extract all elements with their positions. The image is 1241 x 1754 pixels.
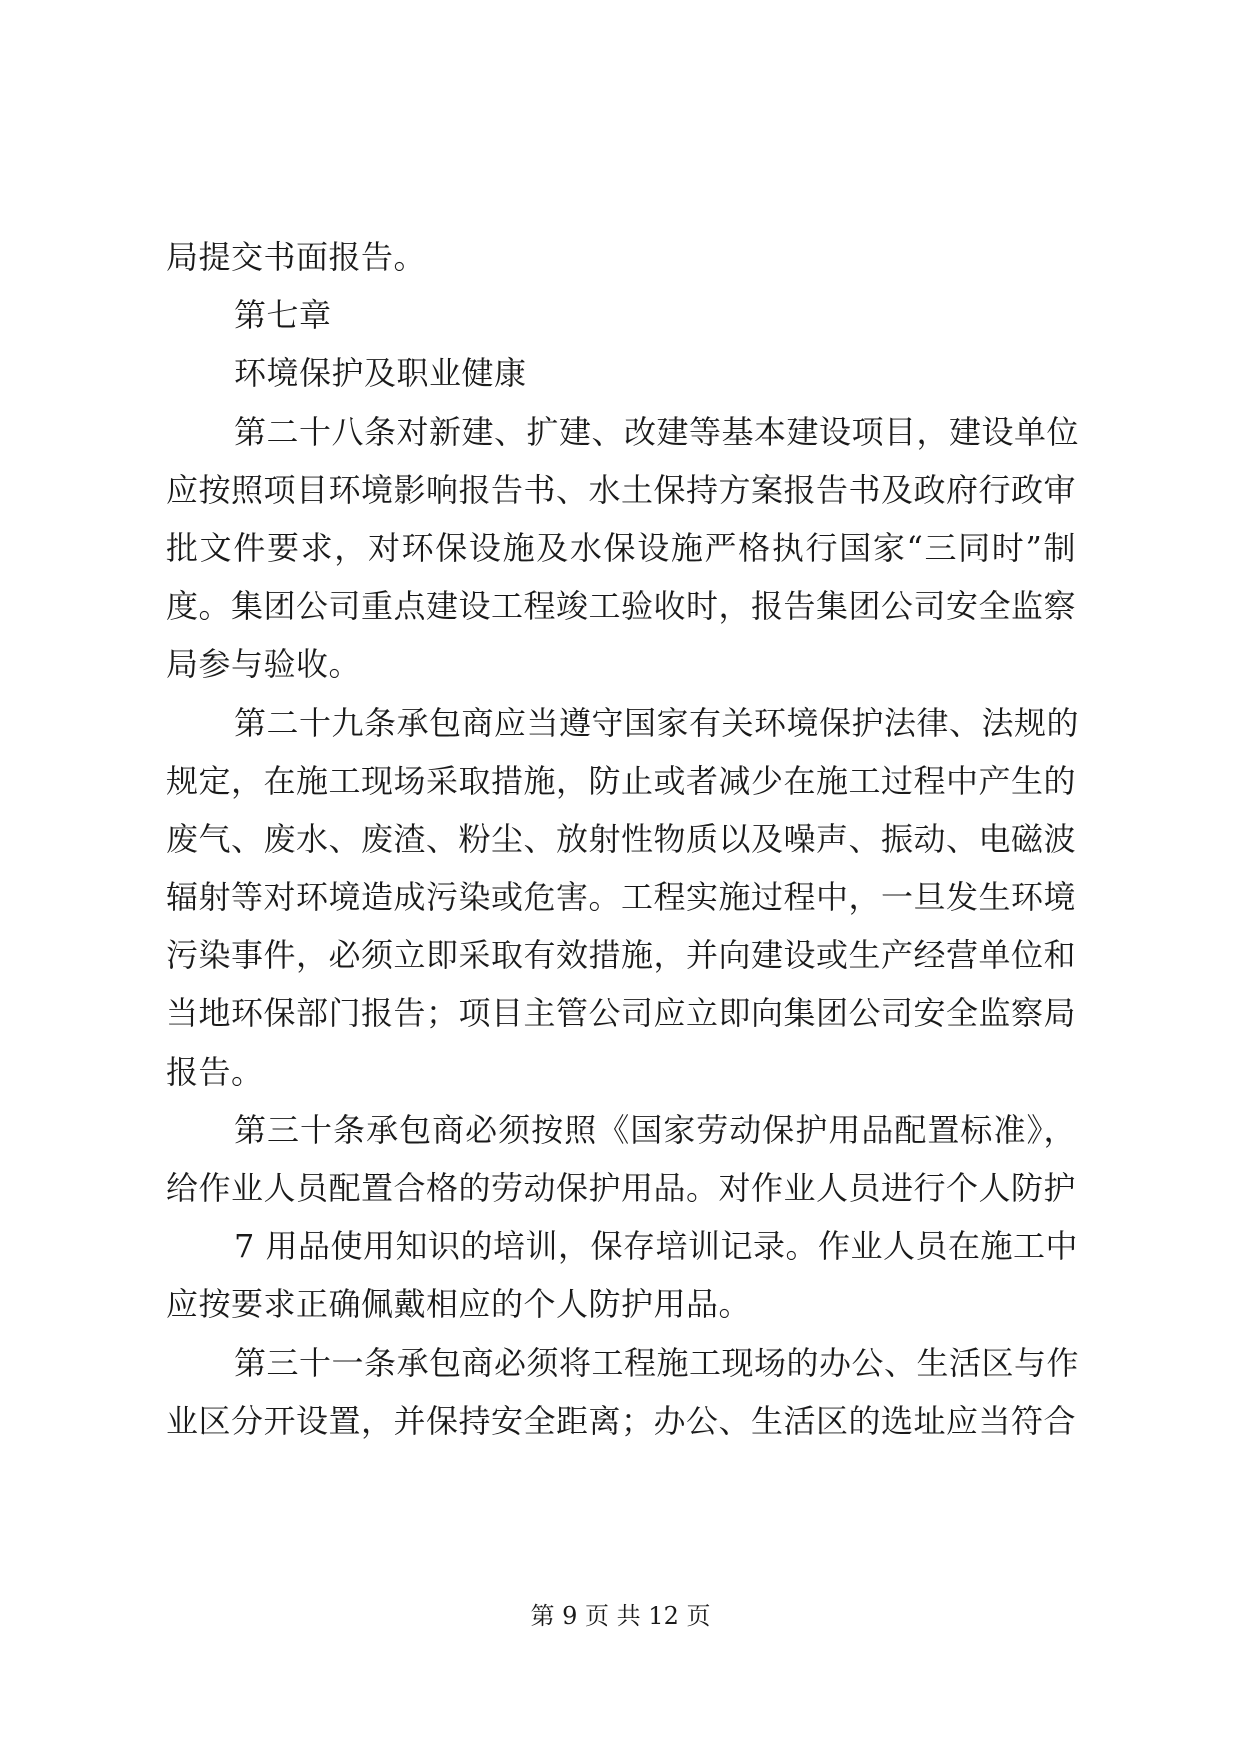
text-line: 污染事件，必须立即采取有效措施，并向建设或生产经营单位和 [166, 936, 1077, 975]
page-footer: 第 9 页 共 12 页 [530, 1602, 711, 1630]
text-line: 辐射等对环境造成污染或危害。工程实施过程中，一旦发生环境 [166, 878, 1077, 917]
text-line: 第三十一条承包商必须将工程施工现场的办公、生活区与作 [234, 1343, 1080, 1382]
text-line: 业区分开设置，并保持安全距离；办公、生活区的选址应当符合 [166, 1401, 1077, 1440]
text-line: 第三十条承包商必须按照《国家劳动保护用品配置标准》， [234, 1110, 1076, 1149]
text-line: 环境保护及职业健康 [234, 354, 527, 393]
text-line: 报告。 [166, 1052, 264, 1091]
text-line: 废气、废水、废渣、粉尘、放射性物质以及噪声、振动、电磁波 [166, 819, 1077, 858]
text-line: 应按照项目环境影响报告书、水土保持方案报告书及政府行政审 [166, 470, 1077, 509]
text-line: 第七章 [234, 296, 332, 335]
text-line: 局参与验收。 [166, 645, 362, 684]
text-line: 批文件要求，对环保设施及水保设施严格执行国家“三同时”制 [166, 528, 1076, 567]
text-line: 给作业人员配置合格的劳动保护用品。对作业人员进行个人防护 [166, 1169, 1077, 1207]
text-line: 第二十八条对新建、扩建、改建等基本建设项目，建设单位 [234, 412, 1080, 451]
text-line: 第二十九条承包商应当遵守国家有关环境保护法律、法规的 [234, 703, 1080, 742]
text-line: 应按要求正确佩戴相应的个人防护用品。 [166, 1285, 752, 1324]
text-line: 当地环保部门报告；项目主管公司应立即向集团公司安全监察局 [166, 994, 1077, 1033]
text-line: 7 用品使用知识的培训，保存培训记录。作业人员在施工中 [234, 1227, 1079, 1266]
text-line: 规定，在施工现场采取措施，防止或者减少在施工过程中产生的 [166, 761, 1077, 800]
text-line: 度。集团公司重点建设工程竣工验收时，报告集团公司安全监察 [166, 587, 1077, 626]
document-body [166, 228, 1080, 1450]
text-line: 局提交书面报告。 [166, 238, 427, 276]
